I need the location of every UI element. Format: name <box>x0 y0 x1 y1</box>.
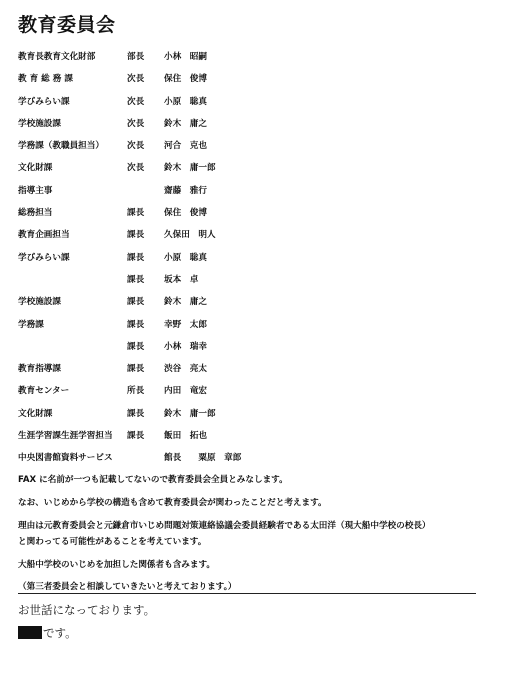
staff-department: 教育企画担当 <box>18 230 70 241</box>
staff-name: 保住 俊博 <box>164 208 207 219</box>
staff-name: 小林 昭嗣 <box>164 52 207 62</box>
staff-department: 総務担当 <box>18 208 53 219</box>
staff-position: 次長 <box>127 96 145 107</box>
staff-name: 齋藤 雅行 <box>164 185 207 196</box>
staff-name: 小原 聡真 <box>164 96 207 107</box>
staff-department: 生涯学習課生涯学習担当 <box>18 431 113 442</box>
staff-position: 課長 <box>127 230 145 241</box>
staff-name: 鈴木 庸一郎 <box>164 163 216 174</box>
staff-name: 保住 俊博 <box>164 74 207 85</box>
staff-department: 文化財課 <box>18 163 53 174</box>
staff-position: 課長 <box>127 341 145 352</box>
staff-position: 課長 <box>127 319 145 330</box>
note-fax: FAX に名前が一つも記載してないので教育委員会全員とみなします。 <box>18 475 288 485</box>
note-involvement: なお、いじめから学校の構造も含めて教育委員会が関わったことだと考えます。 <box>18 498 327 508</box>
greeting-text: お世話になっております。 <box>18 603 156 617</box>
staff-row <box>18 46 498 68</box>
staff-list <box>18 46 498 470</box>
staff-name: 渋谷 亮太 <box>164 364 207 375</box>
staff-position: 課長 <box>127 364 145 375</box>
staff-row <box>18 247 498 269</box>
staff-row <box>18 224 498 246</box>
staff-row <box>18 314 498 336</box>
page-title: 教育委員会 <box>18 14 116 36</box>
signature-suffix: です。 <box>43 626 77 640</box>
staff-position: 課長 <box>127 408 145 419</box>
staff-position: 次長 <box>127 74 145 85</box>
staff-name: 館長 粟原 章郎 <box>164 453 242 464</box>
staff-name: 小林 瑞幸 <box>164 341 207 352</box>
staff-position: 次長 <box>127 141 145 152</box>
staff-row <box>18 403 498 425</box>
staff-name: 飯田 拓也 <box>164 431 207 442</box>
staff-department: 学びみらい課 <box>18 96 70 107</box>
staff-position: 課長 <box>127 274 145 285</box>
staff-position: 部長 <box>127 52 145 62</box>
staff-row <box>18 157 498 179</box>
staff-row <box>18 68 498 90</box>
staff-name: 幸野 太郎 <box>164 319 207 330</box>
staff-name: 河合 克也 <box>164 141 207 152</box>
staff-name: 内田 竜宏 <box>164 386 207 397</box>
staff-row <box>18 91 498 113</box>
staff-position: 課長 <box>127 252 145 263</box>
staff-row <box>18 113 498 135</box>
staff-name: 鈴木 庸一郎 <box>164 408 216 419</box>
note-third-party: （第三者委員会と相談していきたいと考えております。） <box>18 582 237 592</box>
staff-position: 課長 <box>127 431 145 442</box>
divider-line <box>18 593 476 594</box>
staff-name: 坂本 卓 <box>164 274 199 285</box>
staff-department: 学務課（教職員担当） <box>18 141 104 152</box>
staff-position: 所長 <box>127 386 145 397</box>
staff-name: 小原 聡真 <box>164 252 207 263</box>
staff-department: 学校施設課 <box>18 297 61 308</box>
staff-row <box>18 358 498 380</box>
staff-department: 中央図書館資料サービス <box>18 453 113 464</box>
note-reason: 理由は元教育委員会と元鎌倉市いじめ問題対策連絡協議会委員経験者である太田洋（現大船中学校の校長） <box>18 521 431 531</box>
staff-name: 久保田 明人 <box>164 230 216 241</box>
staff-department: 文化財課 <box>18 408 53 419</box>
staff-department: 教育センター <box>18 386 70 397</box>
staff-row <box>18 447 498 469</box>
staff-department: 教 育 総 務 課 <box>18 74 73 85</box>
note-related-parties: 大船中学校のいじめを加担した関係者も含みます。 <box>18 560 215 570</box>
staff-row <box>18 202 498 224</box>
staff-department: 指導主事 <box>18 185 53 196</box>
staff-position: 課長 <box>127 208 145 219</box>
staff-position: 課長 <box>127 297 145 308</box>
staff-row <box>18 291 498 313</box>
staff-row <box>18 380 498 402</box>
staff-position: 次長 <box>127 163 145 174</box>
staff-department: 学校施設課 <box>18 118 61 129</box>
staff-row <box>18 425 498 447</box>
staff-name: 鈴木 庸之 <box>164 118 207 129</box>
staff-position: 次長 <box>127 118 145 129</box>
signature-line <box>18 624 77 642</box>
redaction-block <box>18 626 42 639</box>
staff-department: 教育指導課 <box>18 364 61 375</box>
staff-department: 学びみらい課 <box>18 252 70 263</box>
staff-row <box>18 180 498 202</box>
staff-row <box>18 269 498 291</box>
staff-row <box>18 336 498 358</box>
staff-department: 学務課 <box>18 319 44 330</box>
note-reason-cont: と関わってる可能性があることを考えています。 <box>18 537 207 547</box>
staff-row <box>18 135 498 157</box>
staff-department: 教育長教育文化財部 <box>18 52 96 62</box>
staff-name: 鈴木 庸之 <box>164 297 207 308</box>
